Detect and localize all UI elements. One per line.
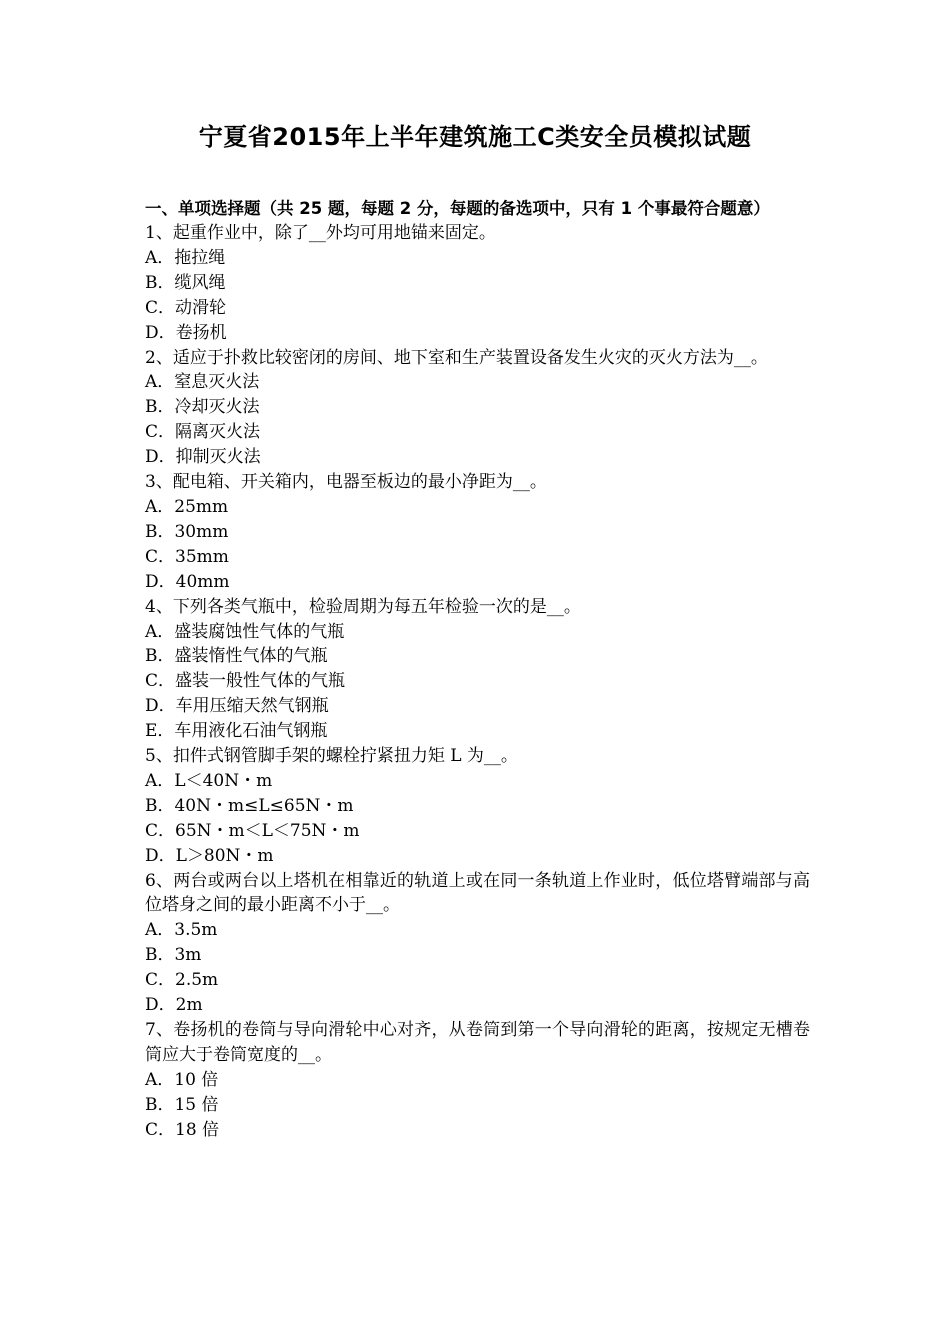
question-6 (145, 869, 810, 1018)
option-c: C．动滑轮 (145, 297, 227, 318)
option-a: A．拖拉绳 (145, 247, 226, 268)
question-stem: 5、扣件式钢管脚手架的螺栓拧紧扭力矩 L 为__。 (145, 746, 518, 767)
question-1 (145, 221, 810, 346)
document-body (145, 196, 810, 1143)
question-stem: 1、起重作业中，除了__外均可用地锚来固定。 (145, 223, 496, 243)
option-a: A．3.5m (145, 920, 218, 941)
question-stem: 6、两台或两台以上塔机在相靠近的轨道上或在同一条轨道上作业时，低位塔臂端部与高位塔身之间的最小距离不小于__。 (145, 870, 810, 916)
option-b: B．3m (145, 945, 202, 966)
option-c: C．35mm (145, 546, 229, 567)
option-b: B．30mm (145, 521, 229, 542)
question-stem: 2、适应于扑救比较密闭的房间、地下室和生产装置设备发生火灾的灭火方法为__。 (145, 347, 768, 368)
option-a: A．L＜40N・m (145, 770, 273, 791)
section-heading: 一、单项选择题（共 25 题，每题 2 分，每题的备选项中，只有 1 个事最符合题意） (145, 199, 770, 218)
question-4 (145, 595, 810, 744)
option-a: A．10 倍 (145, 1069, 219, 1090)
question-3 (145, 470, 810, 595)
question-stem: 7、卷扬机的卷筒与导向滑轮中心对齐，从卷筒到第一个导向滑轮的距离，按规定无槽卷筒应大于卷筒宽度的__。 (145, 1020, 810, 1065)
question-7 (145, 1018, 810, 1143)
option-d: D．抑制灭火法 (145, 447, 261, 468)
option-c: C．盛装一般性气体的气瓶 (145, 671, 346, 692)
option-a: A．窒息灭火法 (145, 372, 260, 393)
option-a: A．盛装腐蚀性气体的气瓶 (145, 621, 345, 642)
question-stem: 3、配电箱、开关箱内，电器至板边的最小净距为__。 (145, 472, 547, 493)
option-c: C．65N・m＜L＜75N・m (145, 820, 360, 841)
option-c: C．18 倍 (145, 1119, 220, 1140)
option-a: A．25mm (145, 496, 229, 517)
question-5 (145, 744, 810, 869)
document-title: 宁夏省2015年上半年建筑施工C类安全员模拟试题 (198, 123, 752, 151)
option-b: B．盛装惰性气体的气瓶 (145, 646, 328, 667)
option-d: D．L＞80N・m (145, 845, 274, 866)
option-b: B．缆风绳 (145, 272, 226, 293)
question-stem: 4、下列各类气瓶中，检验周期为每五年检验一次的是__。 (145, 596, 581, 617)
option-b: B．40N・m≤L≤65N・m (145, 795, 354, 816)
option-b: B．冷却灭火法 (145, 397, 260, 418)
option-d: D．2m (145, 995, 203, 1016)
option-c: C．隔离灭火法 (145, 422, 261, 443)
option-d: D．卷扬机 (145, 322, 227, 343)
option-d: D．40mm (145, 571, 230, 592)
option-d: D．车用压缩天然气钢瓶 (145, 696, 329, 717)
option-c: C．2.5m (145, 970, 219, 991)
option-b: B．15 倍 (145, 1094, 219, 1115)
question-2 (145, 346, 810, 471)
option-e: E．车用液化石油气钢瓶 (145, 721, 328, 742)
